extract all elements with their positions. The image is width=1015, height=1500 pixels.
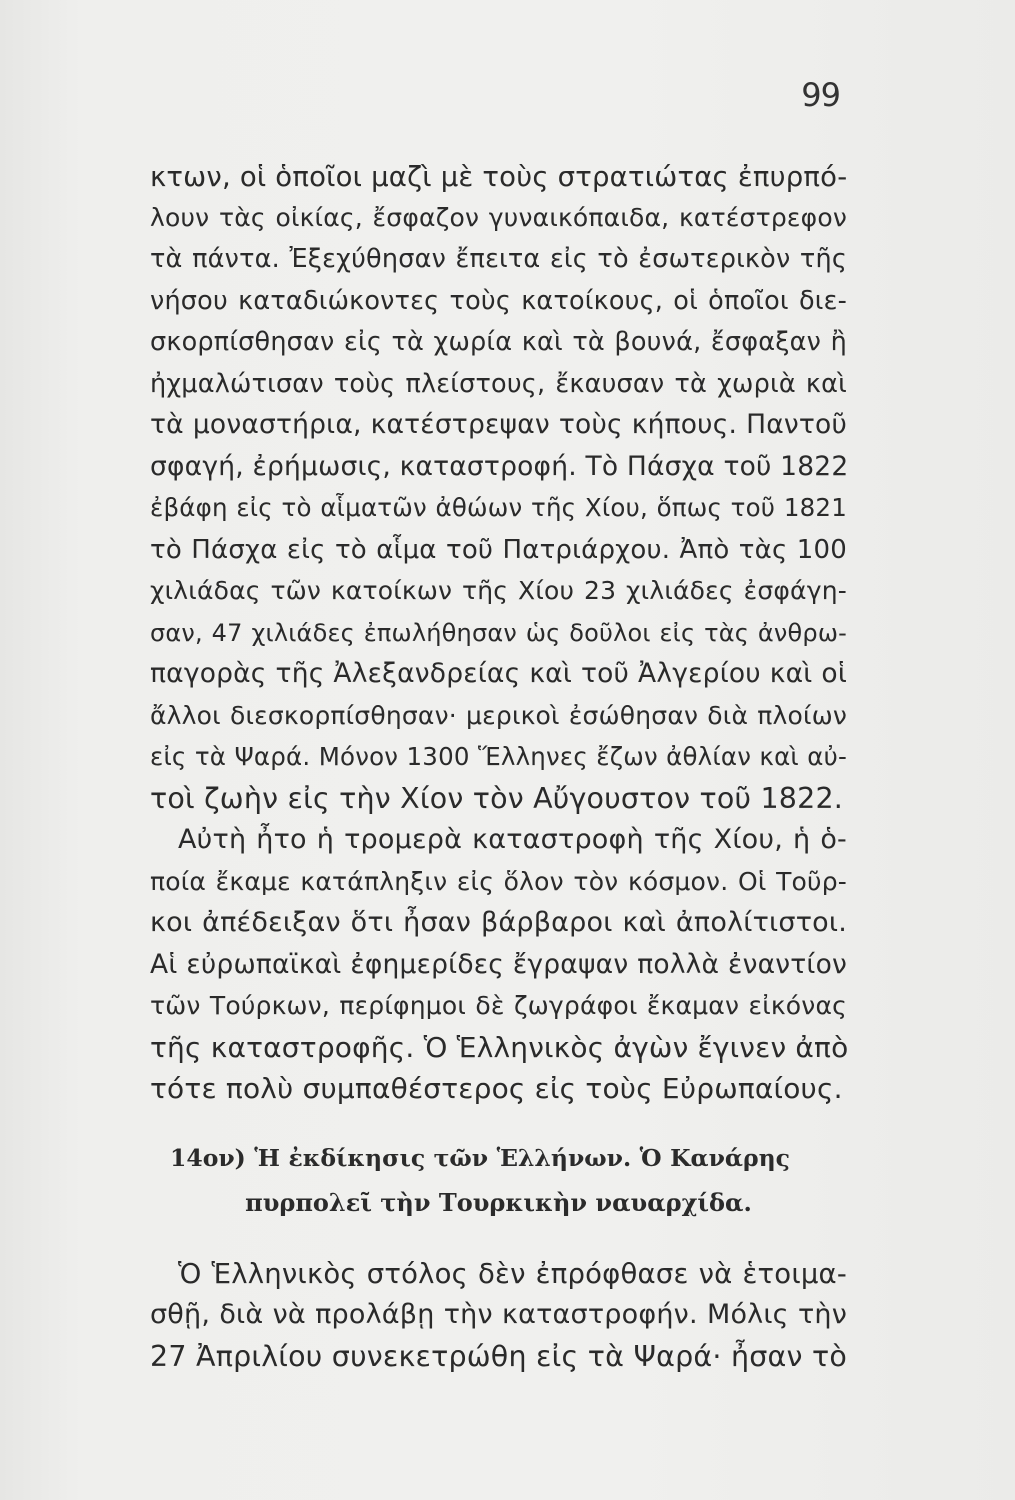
text-line: εἰς τὰ Ψαρά. Μόνον 1300 Ἕλληνες ἔζων ἀθλίαν καὶ αὐ- — [150, 742, 847, 771]
text-line: τὸ Πάσχα εἰς τὸ αἷμα τοῦ Πατριάρχου. Ἀπὸ τὰς 100 — [150, 535, 847, 565]
text-line: τότε πολὺ συμπαθέστερος εἰς τοὺς Εὐρωπαίους. — [150, 1072, 843, 1105]
text-line: νήσου καταδιώκοντες τοὺς κατοίκους, οἱ ὁποῖοι διε- — [150, 286, 847, 316]
text-line: τῶν Τούρκων, περίφημοι δὲ ζωγράφοι ἔκαμαν εἰκόνας — [150, 991, 847, 1020]
text-line: κοι ἀπέδειξαν ὅτι ἦσαν βάρβαροι καὶ ἀπολίτιστοι. — [150, 907, 847, 938]
text-line: τῆς καταστροφῆς. Ὁ Ἑλληνικὸς ἀγὼν ἔγινεν ἀπὸ — [150, 1031, 849, 1064]
text-line: τὰ μοναστήρια, κατέστρεψαν τοὺς κήπους. Παντοῦ — [150, 409, 847, 440]
text-line: τὰ πάντα. Ἐξεχύθησαν ἔπειτα εἰς τὸ ἐσωτερικὸν τῆς — [150, 244, 847, 274]
text-line: 27 Ἀπριλίου συνεκετρώθη εἰς τὰ Ψαρά· ἦσαν τὸ — [150, 1340, 847, 1373]
text-line: ἠχμαλώτισαν τοὺς πλείστους, ἔκαυσαν τὰ χωριὰ καὶ — [150, 369, 847, 399]
text-line: σφαγή, ἐρήμωσις, καταστροφή. Τὸ Πάσχα τοῦ 1822 — [150, 451, 849, 482]
text-line: σαν, 47 χιλιάδες ἐπωλήθησαν ὡς δοῦλοι εἰς τὰς ἀνθρω- — [150, 619, 847, 647]
text-line: κτων, οἱ ὁποῖοι μαζὶ μὲ τοὺς στρατιώτας ἐπυρπό- — [150, 161, 848, 193]
text-line: Ὁ Ἑλληνικὸς στόλος δὲν ἐπρόφθασε νὰ ἑτοιμα- — [178, 1258, 847, 1290]
page-number: 99 — [801, 76, 840, 114]
text-line: σθῇ, διὰ νὰ προλάβῃ τὴν καταστροφήν. Μόλις τὴν — [150, 1299, 847, 1330]
section-heading-continued: πυρπολεῖ τὴν Τουρκικὴν ναυαρχίδα. — [245, 1188, 752, 1217]
text-line: παγορὰς τῆς Ἀλεξανδρείας καὶ τοῦ Ἀλγερίου καὶ οἱ — [150, 658, 847, 689]
section-heading: 14ον) Ἡ ἐκδίκησις τῶν Ἑλλήνων. Ὁ Κανάρης — [170, 1144, 790, 1172]
text-line: λουν τὰς οἰκίας, ἔσφαζον γυναικόπαιδα, κατέστρεφον — [150, 203, 847, 232]
text-line: χιλιάδας τῶν κατοίκων τῆς Χίου 23 χιλιάδες ἐσφάγη- — [150, 576, 847, 605]
text-line: ἄλλοι διεσκορπίσθησαν· μερικοὶ ἐσώθησαν διὰ πλοίων — [150, 701, 847, 730]
text-line: τοὶ ζωὴν εἰς τὴν Χίον τὸν Αὔγουστον τοῦ 1822. — [150, 782, 844, 815]
text-line: σκορπίσθησαν εἰς τὰ χωρία καὶ τὰ βουνά, ἔσφαξαν ἢ — [150, 327, 847, 357]
text-line: ποία ἔκαμε κατάπληξιν εἰς ὅλον τὸν κόσμον. Οἱ Τοῦρ- — [150, 867, 847, 896]
text-line: Αὐτὴ ἦτο ἡ τρομερὰ καταστροφὴ τῆς Χίου, ἡ ὁ- — [178, 824, 847, 855]
text-line: ἐβάφη εἰς τὸ αἷματῶν ἀθώων τῆς Χίου, ὅπως τοῦ 1821 — [150, 493, 847, 522]
text-line: Αἱ εὐρωπαϊκαὶ ἐφημερίδες ἔγραψαν πολλὰ ἐναντίον — [150, 949, 847, 980]
